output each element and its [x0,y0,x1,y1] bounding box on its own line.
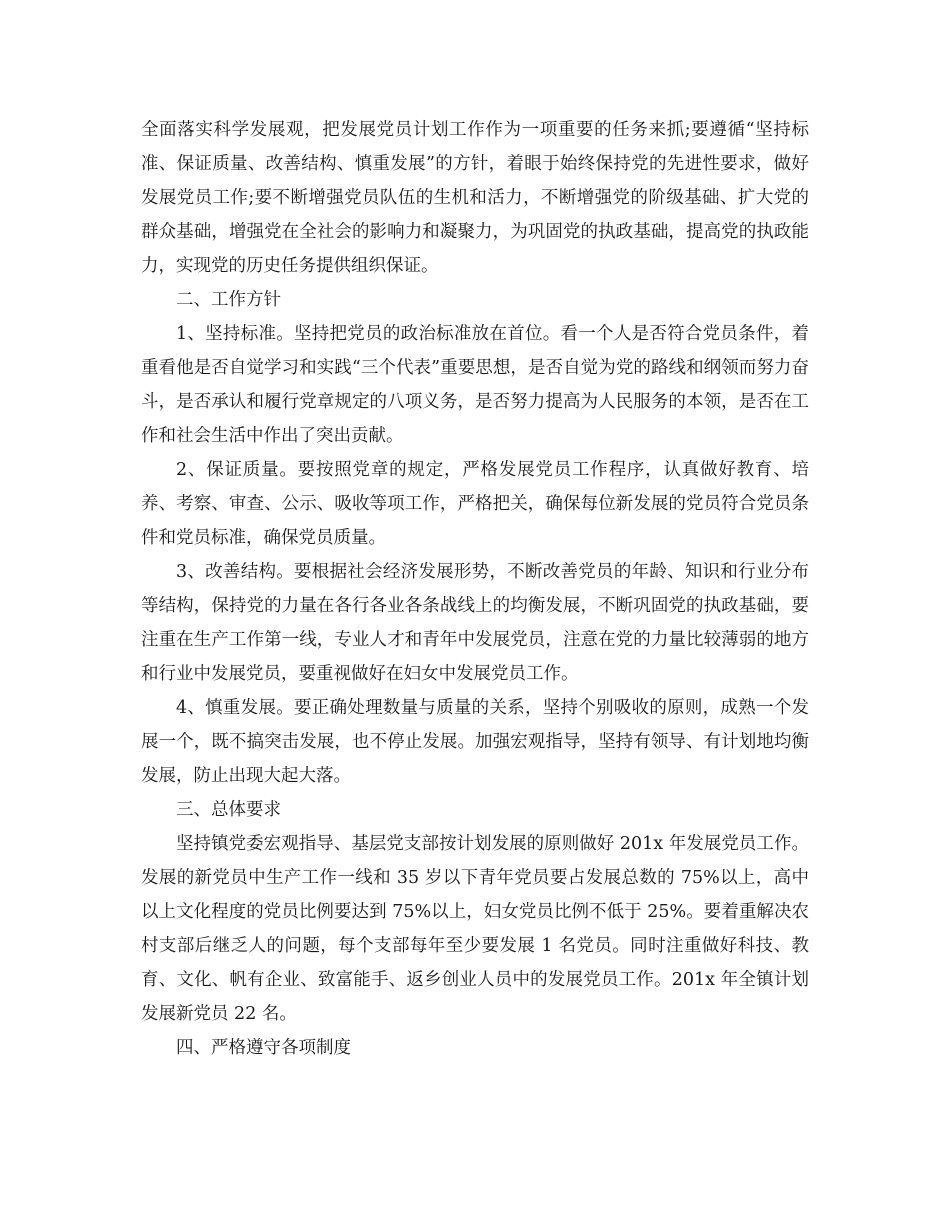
section-heading-overall-requirements: 三、总体要求 [176,800,281,820]
document-body [141,113,809,1065]
section-heading-strict-compliance: 四、严格遵守各项制度 [176,1038,351,1058]
paragraph-overall-requirements: 坚持镇党委宏观指导、基层党支部按计划发展的原则做好 201x 年发展党员工作。发展的新党员中生产工作一线和 35 岁以下青年党员要占发展总数的 75%以上，高中以上文化程度的党员比例要达到 75%以上，妇女党员比例不低于 25%。要着重解决农村支部后继乏人的问题，每个支部每年至少要发展 1 名党员。同时注重做好科技、教育、文化、帆有企业、致富能手、返乡创业人员中的发展党员工作。201x 年全镇计划发展新党员 22 名。 [141,834,809,1024]
paragraph-adhere-standards: 1、坚持标准。坚持把党员的政治标准放在首位。看一个人是否符合党员条件，着重看他是否自觉学习和实践“三个代表”重要思想，是否自觉为党的路线和纲领而努力奋斗，是否承认和履行党章规定的八项义务，是否努力提高为人民服务的本领，是否在工作和社会生活中作出了突出贡献。 [141,324,809,446]
paragraph-intro-continuation: 全面落实科学发展观，把发展党员计划工作作为一项重要的任务来抓;要遵循“坚持标准、保证质量、改善结构、慎重发展”的方针，着眼于始终保持党的先进性要求，做好发展党员工作;要不断增强党员队伍的生机和活力，不断增强党的阶级基础、扩大党的群众基础，增强党在全社会的影响力和凝聚力，为巩固党的执政基础，提高党的执政能力，实现党的历史任务提供组织保证。 [141,120,809,276]
paragraph-improve-structure: 3、改善结构。要根据社会经济发展形势，不断改善党员的年龄、知识和行业分布等结构，保持党的力量在各行各业各条战线上的均衡发展，不断巩固党的执政基础，要注重在生产工作第一线，专业人才和青年中发展党员，注意在党的力量比较薄弱的地方和行业中发展党员，要重视做好在妇女中发展党员工作。 [141,562,809,684]
section-heading-work-policy: 二、工作方针 [176,290,281,310]
paragraph-prudent-development: 4、慎重发展。要正确处理数量与质量的关系，坚持个别吸收的原则，成熟一个发展一个，既不搞突击发展，也不停止发展。加强宏观指导，坚持有领导、有计划地均衡发展，防止出现大起大落。 [141,698,809,786]
paragraph-ensure-quality: 2、保证质量。要按照党章的规定，严格发展党员工作程序，认真做好教育、培养、考察、审查、公示、吸收等项工作，严格把关，确保每位新发展的党员符合党员条件和党员标准，确保党员质量。 [141,460,809,548]
